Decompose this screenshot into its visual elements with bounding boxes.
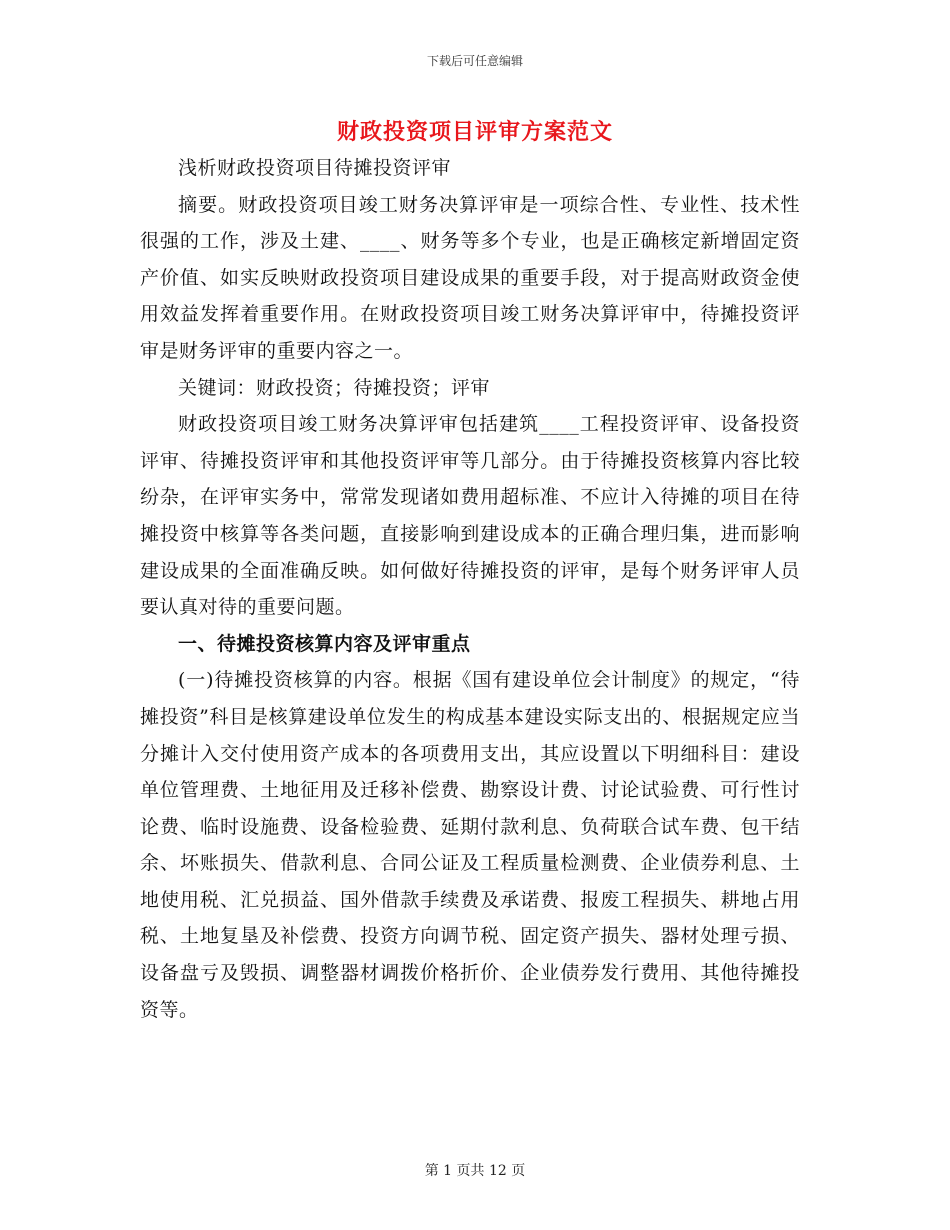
page-footer: 第 1 页共 12 页 [424,1163,526,1179]
keywords-paragraph: 关键词：财政投资；待摊投资；评审 [178,376,491,399]
subtitle-paragraph: 浅析财政投资项目待摊投资评审 [178,157,452,179]
document-title: 财政投资项目评审方案范文 [336,119,613,145]
section-heading: 一、待摊投资核算内容及评审重点 [178,632,471,655]
header-note: 下载后可任意编辑 [426,54,523,68]
section-paragraph: (一)待摊投资核算的内容。根据《国有建设单位会计制度》的规定，“待摊投资”科目是核算建设单位发生的构成基本建设实际支出的、根据规定应当分摊计入交付使用资产成本的各项费用支出，其应设置以下明细科目：建设单位管理费、土地征用及迁移补偿费、勘察设计费、讨论试验费、可行性讨论费、临时设施费、设备检验费、延期付款利息、负荷联合试车费、包干结余、坏账损失、借款利息、合同公证及工程质量检测费、企业债券利息、土地使用税、汇兑损益、国外借款手续费及承诺费、报废工程损失、耕地占用税、土地复垦及补偿费、投资方向调节税、固定资产损失、器材处理亏损、设备盘亏及毁损、调整器材调拨价格折价、企业债券发行费用、其他待摊投资等。 [140,669,800,1021]
intro-paragraph: 财政投资项目竣工财务决算评审包括建筑____工程投资评审、设备投资评审、待摊投资评审和其他投资评审等几部分。由于待摊投资核算内容比较纷杂，在评审实务中，常常发现诸如费用超标准、不应计入待摊的项目在待摊投资中核算等各类问题，直接影响到建设成本的正确合理归集，进而影响建设成果的全面准确反映。如何做好待摊投资的评审，是每个财务评审人员要认真对待的重要问题。 [140,413,800,619]
document-body [140,150,800,1028]
abstract-paragraph: 摘要。财政投资项目竣工财务决算评审是一项综合性、专业性、技术性很强的工作，涉及土建、____、财务等多个专业，也是正确核定新增固定资产价值、如实反映财政投资项目建设成果的重要手段，对于提高财政资金使用效益发挥着重要作用。在财政投资项目竣工财务决算评审中，待摊投资评审是财务评审的重要内容之一。 [140,193,800,362]
